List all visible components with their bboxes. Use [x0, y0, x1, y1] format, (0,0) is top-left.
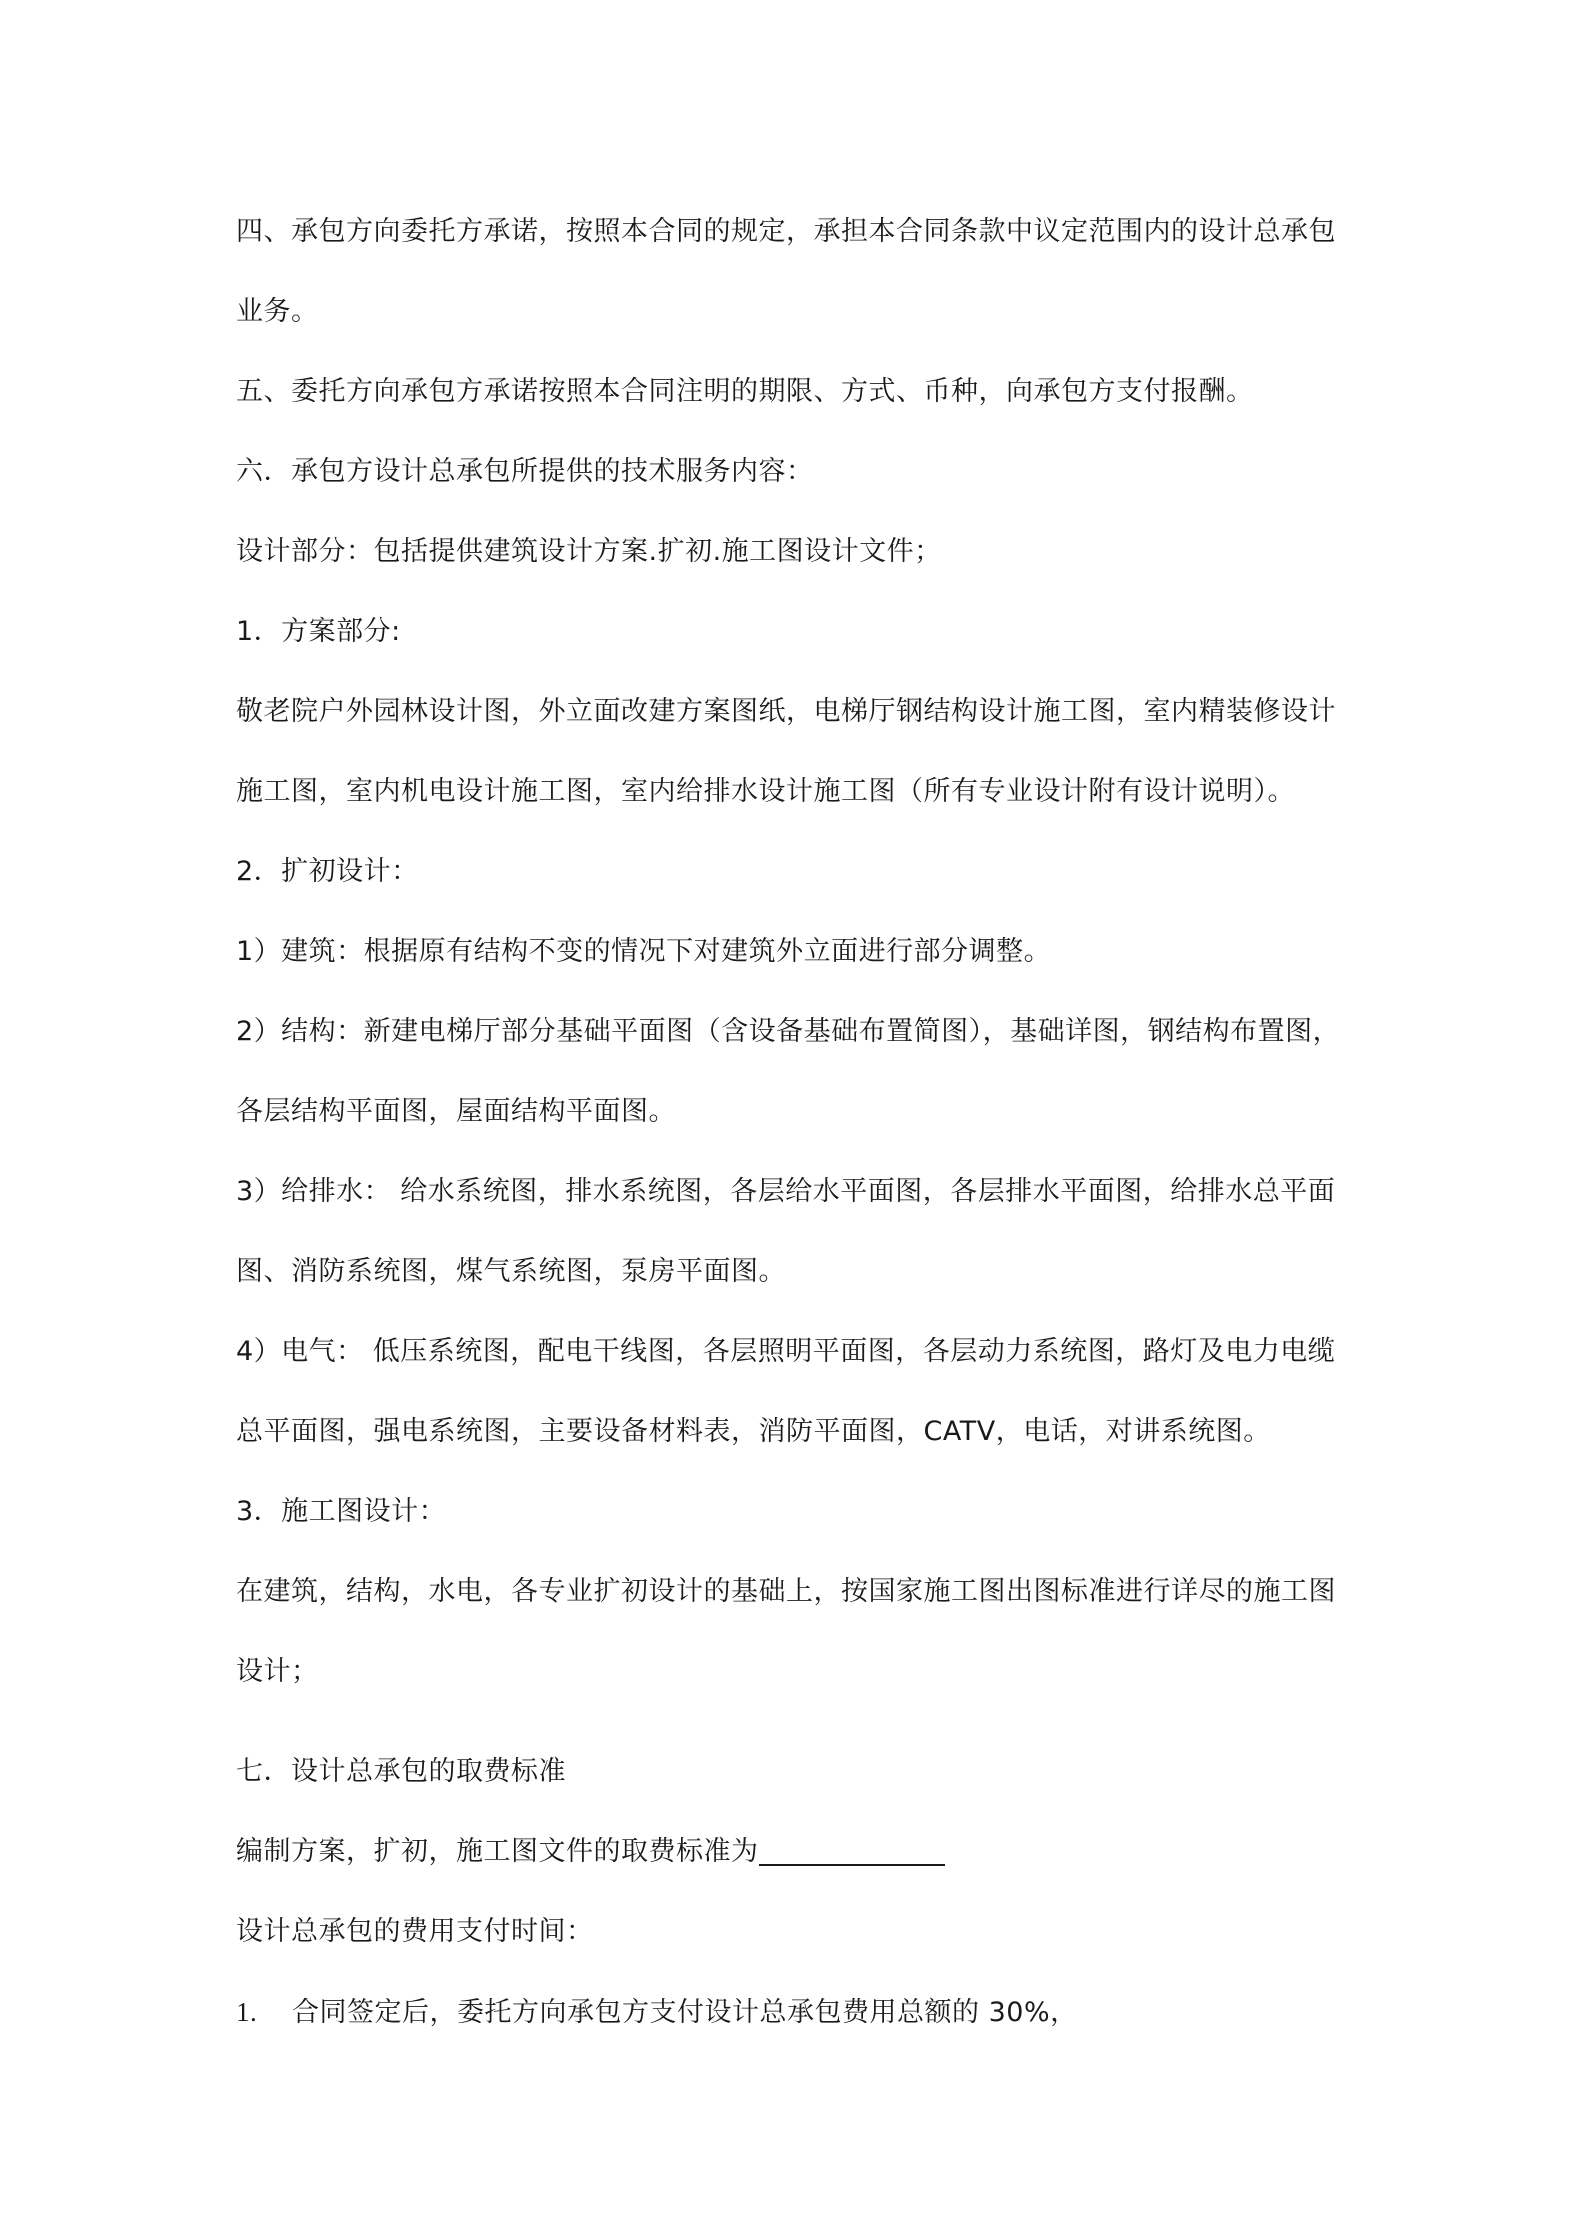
fee-blank-underline: [759, 1834, 945, 1866]
list-item-text: 合同签定后，委托方向承包方支付设计总承包费用总额的 30%，: [292, 1997, 1078, 2028]
electrical-item-line-1: 4）电气： 低压系统图，配电干线图，各层照明平面图，各层动力系统图，路灯及电力电缆: [236, 1336, 1336, 1367]
fee-standard-label: 编制方案，扩初，施工图文件的取费标准为: [236, 1836, 759, 1867]
scheme-part-line-2: 施工图，室内机电设计施工图，室内给排水设计施工图（所有专业设计附有设计说明）。: [236, 776, 1295, 807]
paragraph-4-line-2: 业务。: [236, 296, 319, 327]
design-part-intro: 设计部分：包括提供建筑设计方案.扩初.施工图设计文件；: [236, 536, 942, 567]
scheme-part-heading: 1．方案部分:: [236, 616, 401, 647]
payment-time-heading: 设计总承包的费用支付时间：: [236, 1916, 594, 1947]
list-item-number: 1.: [236, 1997, 258, 2027]
preliminary-design-heading: 2．扩初设计：: [236, 856, 419, 887]
structure-item-line-2: 各层结构平面图，屋面结构平面图。: [236, 1096, 676, 1127]
electrical-item-line-2: 总平面图，强电系统图，主要设备材料表，消防平面图，CATV，电话，对讲系统图。: [236, 1416, 1271, 1447]
construction-drawing-line-1: 在建筑，结构，水电，各专业扩初设计的基础上，按国家施工图出图标准进行详尽的施工图: [236, 1576, 1336, 1607]
section-6-heading: 六．承包方设计总承包所提供的技术服务内容：: [236, 456, 814, 487]
payment-list-item: [236, 1992, 1366, 2033]
paragraph-4-line-1: 四、承包方向委托方承诺，按照本合同的规定，承担本合同条款中议定范围内的设计总承包: [236, 216, 1336, 247]
plumbing-item-line-2: 图、消防系统图，煤气系统图，泵房平面图。: [236, 1256, 786, 1287]
architecture-item: 1）建筑：根据原有结构不变的情况下对建筑外立面进行部分调整。: [236, 936, 1052, 967]
scheme-part-line-1: 敬老院户外园林设计图，外立面改建方案图纸，电梯厅钢结构设计施工图，室内精装修设计: [236, 696, 1336, 727]
paragraph-5: 五、委托方向承包方承诺按照本合同注明的期限、方式、币种，向承包方支付报酬。: [236, 376, 1254, 407]
section-7-heading: 七．设计总承包的取费标准: [236, 1756, 566, 1787]
plumbing-item-line-1: 3）给排水： 给水系统图，排水系统图，各层给水平面图，各层排水平面图，给排水总平面: [236, 1176, 1336, 1207]
structure-item-line-1: 2）结构：新建电梯厅部分基础平面图（含设备基础布置简图），基础详图，钢结构布置图，: [236, 1016, 1341, 1047]
construction-drawing-heading: 3．施工图设计：: [236, 1496, 447, 1527]
construction-drawing-line-2: 设计；: [236, 1656, 319, 1687]
fee-standard-line: [236, 1832, 1366, 1872]
